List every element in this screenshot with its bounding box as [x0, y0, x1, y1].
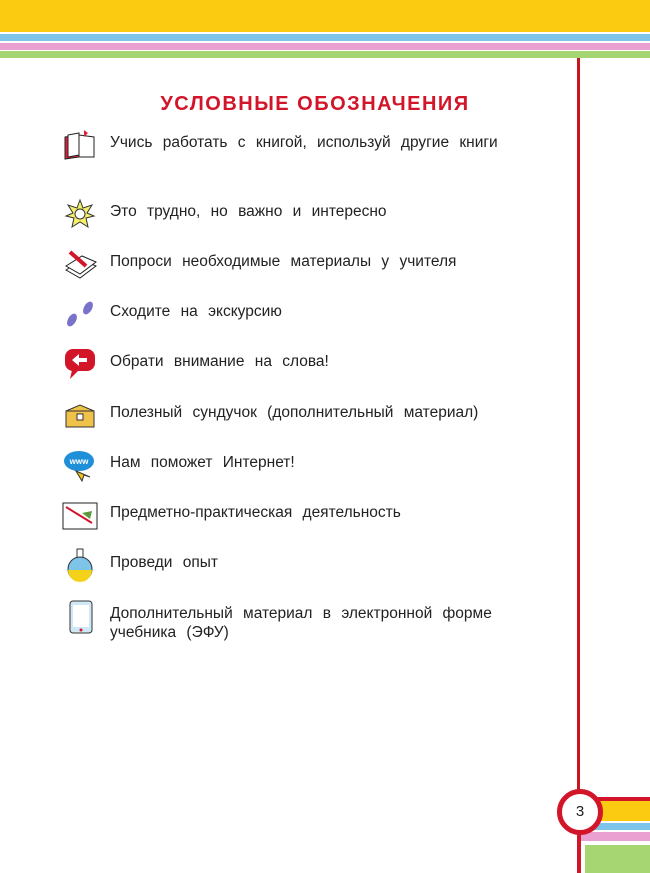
legend-text: Обрати внимание на слова! — [110, 353, 329, 370]
legend-text: Полезный сундучок (дополнительный материал) — [110, 404, 479, 421]
pencil-paper-icon — [62, 246, 98, 282]
top-stripe-pink — [0, 43, 650, 50]
legend-item — [62, 196, 532, 232]
top-stripe-blue — [0, 34, 650, 41]
craft-icon — [62, 497, 98, 533]
legend-item — [62, 598, 532, 642]
legend-item — [62, 127, 532, 163]
footprints-icon — [62, 296, 98, 332]
legend-text: Проведи опыт — [110, 554, 218, 571]
margin-line — [577, 58, 580, 869]
legend-item — [62, 346, 532, 382]
legend-text: Нам поможет Интернет! — [110, 454, 295, 471]
legend-item — [62, 447, 532, 483]
legend-item — [62, 547, 532, 583]
legend-text: Предметно-практическая деятельность — [110, 504, 401, 521]
sun-icon — [62, 196, 98, 232]
page-title: УСЛОВНЫЕ ОБОЗНАЧЕНИЯ — [160, 93, 470, 115]
legend-text: Дополнительный материал в электронной форме учебника (ЭФУ) — [110, 605, 492, 641]
svg-text:www: www — [69, 457, 89, 466]
top-stripe-green — [0, 51, 650, 58]
legend-text: Это трудно, но важно и интересно — [110, 203, 387, 220]
page-number: 3 — [557, 789, 603, 835]
legend-item — [62, 246, 532, 282]
chest-icon — [62, 397, 98, 433]
legend-item — [62, 497, 532, 533]
speech-bubble-icon — [62, 346, 98, 382]
legend-item — [62, 296, 532, 332]
book-icon — [62, 127, 98, 163]
legend-text: Попроси необходимые материалы у учителя — [110, 253, 457, 270]
legend-item — [62, 397, 532, 433]
legend-text: Учись работать с книгой, используй другие книги — [110, 134, 498, 151]
tablet-icon — [62, 598, 98, 634]
legend-text: Сходите на экскурсию — [110, 303, 282, 320]
flask-icon — [62, 547, 98, 583]
www-icon — [62, 447, 98, 483]
top-stripe-yellow — [0, 0, 650, 32]
